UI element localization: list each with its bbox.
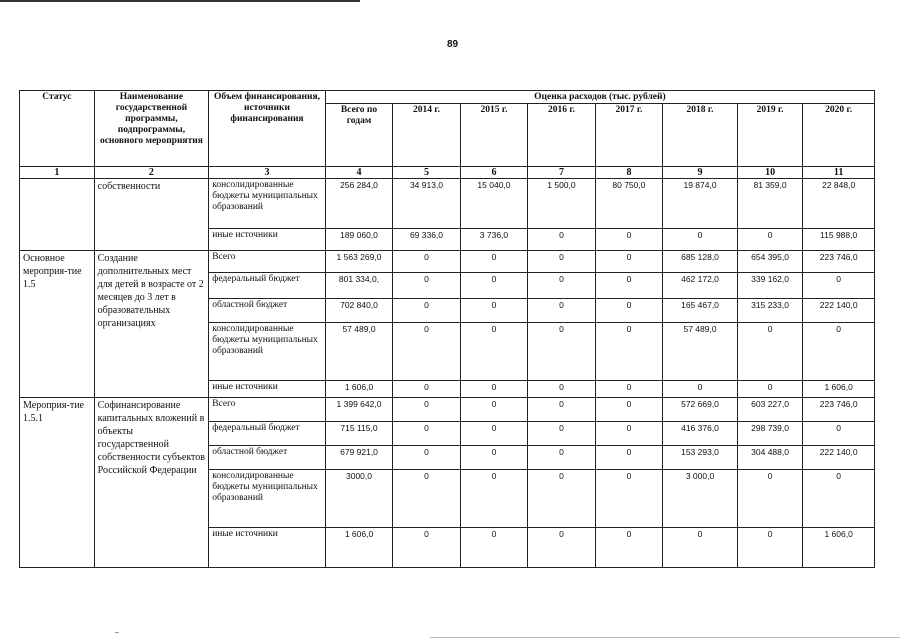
value-cell: 0 <box>595 446 662 470</box>
column-number-4: 4 <box>325 167 392 179</box>
value-cell: 256 284,0 <box>325 179 392 229</box>
value-cell: 0 <box>393 323 460 381</box>
financing-source-cell: иные источники <box>209 381 326 398</box>
financing-source-cell: федеральный бюджет <box>209 422 326 446</box>
financing-source-cell: Всего <box>209 251 326 273</box>
value-cell: 0 <box>595 299 662 323</box>
value-cell: 3 000,0 <box>663 470 738 528</box>
program-name-cell: Создание дополнительных мест для детей в возрасте от 2 месяцев до 3 лет в образовательных организациях <box>94 251 209 398</box>
value-cell: 34 913,0 <box>393 179 460 229</box>
value-cell: 0 <box>528 229 595 251</box>
value-cell: 685 128,0 <box>663 251 738 273</box>
value-cell: 654 395,0 <box>737 251 802 273</box>
value-cell: 572 669,0 <box>663 398 738 422</box>
value-cell: 603 227,0 <box>737 398 802 422</box>
value-cell: 1 606,0 <box>803 381 875 398</box>
value-cell: 0 <box>663 229 738 251</box>
value-cell: 0 <box>393 251 460 273</box>
value-cell: 0 <box>803 422 875 446</box>
financing-source-cell: иные источники <box>209 229 326 251</box>
value-cell: 222 140,0 <box>803 299 875 323</box>
column-number-6: 6 <box>460 167 527 179</box>
value-cell: 3000,0 <box>325 470 392 528</box>
header-year-7: 2020 г. <box>803 104 875 167</box>
header-year-2: 2015 г. <box>460 104 527 167</box>
scan-speck <box>115 632 119 633</box>
value-cell: 0 <box>528 470 595 528</box>
value-cell: 0 <box>460 323 527 381</box>
program-name-cell: Софинансирование капитальных вложений в объекты государственной собственности субъектов Российской Федерации <box>94 398 209 568</box>
header-column-numbers <box>20 167 875 179</box>
value-cell: 81 359,0 <box>737 179 802 229</box>
value-cell: 339 162,0 <box>737 273 802 299</box>
value-cell: 153 293,0 <box>663 446 738 470</box>
financing-source-cell: иные источники <box>209 528 326 568</box>
value-cell: 57 489,0 <box>325 323 392 381</box>
table-body <box>20 179 875 568</box>
value-cell: 0 <box>528 251 595 273</box>
value-cell: 0 <box>460 446 527 470</box>
value-cell: 165 467,0 <box>663 299 738 323</box>
header-year-3: 2016 г. <box>528 104 595 167</box>
table-row <box>20 398 875 422</box>
value-cell: 0 <box>803 470 875 528</box>
value-cell: 0 <box>803 273 875 299</box>
page-number: 89 <box>446 39 459 50</box>
value-cell: 57 489,0 <box>663 323 738 381</box>
value-cell: 0 <box>595 381 662 398</box>
status-cell: Мероприя-тие 1.5.1 <box>20 398 95 568</box>
value-cell: 223 746,0 <box>803 398 875 422</box>
header-year-6: 2019 г. <box>737 104 802 167</box>
value-cell: 0 <box>595 398 662 422</box>
value-cell: 69 336,0 <box>393 229 460 251</box>
value-cell: 0 <box>528 323 595 381</box>
financing-table <box>19 90 875 568</box>
header-status: Статус <box>20 91 95 167</box>
column-number-5: 5 <box>393 167 460 179</box>
value-cell: 0 <box>595 229 662 251</box>
value-cell: 801 334,0, <box>325 273 392 299</box>
header-year-0: Всего по годам <box>325 104 392 167</box>
value-cell: 0 <box>528 273 595 299</box>
column-number-7: 7 <box>528 167 595 179</box>
header-financing: Объем финансирования, источники финансирования <box>209 91 326 167</box>
value-cell: 0 <box>737 528 802 568</box>
value-cell: 0 <box>595 422 662 446</box>
financing-source-cell: консолидированные бюджеты муниципальных образований <box>209 179 326 229</box>
value-cell: 0 <box>528 299 595 323</box>
scan-top-rule <box>0 0 360 2</box>
value-cell: 462 172,0 <box>663 273 738 299</box>
column-number-1: 1 <box>20 167 95 179</box>
value-cell: 22 848,0 <box>803 179 875 229</box>
value-cell: 0 <box>803 323 875 381</box>
value-cell: 80 750,0 <box>595 179 662 229</box>
financing-source-cell: областной бюджет <box>209 299 326 323</box>
value-cell: 0 <box>393 422 460 446</box>
scan-bottom-rule <box>430 637 900 638</box>
value-cell: 715 115,0 <box>325 422 392 446</box>
value-cell: 189 060,0 <box>325 229 392 251</box>
value-cell: 0 <box>663 528 738 568</box>
value-cell: 315 233,0 <box>737 299 802 323</box>
value-cell: 0 <box>460 381 527 398</box>
value-cell: 0 <box>663 381 738 398</box>
financing-source-cell: консолидированные бюджеты муниципальных образований <box>209 470 326 528</box>
financing-source-cell: областной бюджет <box>209 446 326 470</box>
value-cell: 222 140,0 <box>803 446 875 470</box>
value-cell: 0 <box>737 470 802 528</box>
value-cell: 0 <box>595 251 662 273</box>
value-cell: 679 921,0 <box>325 446 392 470</box>
value-cell: 702 840,0 <box>325 299 392 323</box>
value-cell: 0 <box>460 528 527 568</box>
financing-source-cell: федеральный бюджет <box>209 273 326 299</box>
value-cell: 223 746,0 <box>803 251 875 273</box>
value-cell: 1 606,0 <box>325 528 392 568</box>
value-cell: 1 399 642,0 <box>325 398 392 422</box>
value-cell: 0 <box>737 229 802 251</box>
value-cell: 1 606,0 <box>803 528 875 568</box>
value-cell: 416 376,0 <box>663 422 738 446</box>
value-cell: 0 <box>393 528 460 568</box>
header-year-5: 2018 г. <box>663 104 738 167</box>
value-cell: 0 <box>528 528 595 568</box>
value-cell: 0 <box>737 381 802 398</box>
financing-source-cell: консолидированные бюджеты муниципальных образований <box>209 323 326 381</box>
column-number-8: 8 <box>595 167 662 179</box>
value-cell: 0 <box>460 251 527 273</box>
value-cell: 0 <box>393 446 460 470</box>
value-cell: 0 <box>737 323 802 381</box>
value-cell: 0 <box>595 323 662 381</box>
value-cell: 298 739,0 <box>737 422 802 446</box>
financing-source-cell: Всего <box>209 398 326 422</box>
value-cell: 0 <box>595 528 662 568</box>
column-number-2: 2 <box>94 167 209 179</box>
value-cell: 0 <box>393 381 460 398</box>
value-cell: 0 <box>393 398 460 422</box>
value-cell: 0 <box>460 273 527 299</box>
value-cell: 15 040,0 <box>460 179 527 229</box>
value-cell: 0 <box>528 381 595 398</box>
value-cell: 0 <box>528 422 595 446</box>
value-cell: 0 <box>528 398 595 422</box>
column-number-3: 3 <box>209 167 326 179</box>
column-number-11: 11 <box>803 167 875 179</box>
value-cell: 0 <box>528 446 595 470</box>
value-cell: 1 500,0 <box>528 179 595 229</box>
value-cell: 3 736,0 <box>460 229 527 251</box>
value-cell: 0 <box>393 470 460 528</box>
value-cell: 115 988,0 <box>803 229 875 251</box>
value-cell: 0 <box>460 299 527 323</box>
header-year-1: 2014 г. <box>393 104 460 167</box>
status-cell: Основное мероприя-тие 1.5 <box>20 251 95 398</box>
program-name-cell: собственности <box>94 179 209 251</box>
value-cell: 19 874,0 <box>663 179 738 229</box>
value-cell: 1 606,0 <box>325 381 392 398</box>
header-costs-group: Оценка расходов (тыс. рублей) <box>325 91 874 104</box>
table-row <box>20 251 875 273</box>
header-program-name: Наименование государственной программы, подпрограммы, основного мероприятия <box>94 91 209 167</box>
value-cell: 0 <box>595 273 662 299</box>
value-cell: 0 <box>460 398 527 422</box>
value-cell: 0 <box>460 470 527 528</box>
value-cell: 0 <box>460 422 527 446</box>
column-number-9: 9 <box>663 167 738 179</box>
value-cell: 304 488,0 <box>737 446 802 470</box>
value-cell: 0 <box>595 470 662 528</box>
value-cell: 1 563 269,0 <box>325 251 392 273</box>
table-row <box>20 179 875 229</box>
status-cell <box>20 179 95 251</box>
value-cell: 0 <box>393 273 460 299</box>
column-number-10: 10 <box>737 167 802 179</box>
header-year-4: 2017 г. <box>595 104 662 167</box>
value-cell: 0 <box>393 299 460 323</box>
